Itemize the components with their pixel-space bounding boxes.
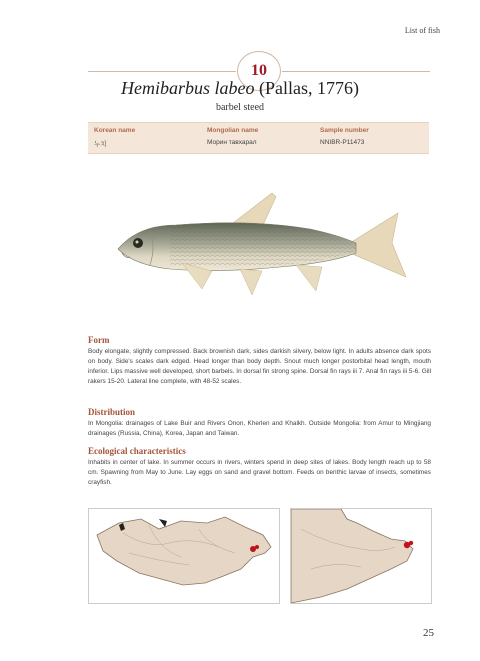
running-header: List of fish bbox=[404, 26, 440, 35]
tail-fin bbox=[350, 213, 406, 277]
anal-fin bbox=[296, 265, 322, 291]
page-number: 25 bbox=[423, 627, 434, 639]
common-name: barbel steed bbox=[215, 102, 265, 113]
occurrence-point bbox=[255, 545, 259, 549]
mongolian-name-label: Mongolian name bbox=[207, 127, 259, 134]
info-box bbox=[88, 122, 429, 154]
ecology-heading: Ecological characteristics bbox=[88, 446, 186, 456]
detail-land bbox=[291, 509, 413, 603]
title-rule-right bbox=[282, 71, 430, 72]
species-title bbox=[0, 78, 480, 99]
mongolian-name-column bbox=[207, 127, 258, 146]
fish-illustration bbox=[110, 185, 410, 300]
dorsal-fin bbox=[228, 193, 276, 227]
pelvic-fin bbox=[240, 269, 262, 295]
distribution-heading: Distribution bbox=[88, 407, 136, 417]
ecology-text: Inhabits in center of lake. In summer occurs in rivers, winters spend in deep sites of lakes. Body length reach up to 58 cm. Spawning from May to June. Lay eggs on sand and gravel bottom. Feeds on benthic larvae of insects, sometimes crayfish. bbox=[88, 459, 431, 486]
form-heading: Form bbox=[88, 335, 110, 345]
scientific-name: Hemibarbus labeo bbox=[121, 78, 255, 98]
sample-number-label: Sample number bbox=[320, 127, 369, 134]
title-rule-left bbox=[88, 71, 236, 72]
distribution-section bbox=[88, 407, 431, 439]
distribution-map-detail bbox=[290, 508, 432, 604]
korean-name-value: 누치 bbox=[94, 141, 107, 148]
korean-name-column bbox=[94, 127, 135, 148]
korean-name-label: Korean name bbox=[94, 127, 136, 134]
species-number: 10 bbox=[251, 62, 267, 79]
sample-number-value: NNIBR-P11473 bbox=[320, 139, 365, 146]
occurrence-point bbox=[409, 541, 413, 545]
sample-number-column bbox=[320, 127, 369, 146]
authority: (Pallas, 1776) bbox=[259, 78, 359, 98]
distribution-text: In Mongolia: drainages of Lake Buir and Rivers Onon, Kherlen and Khalkh. Outside Mongolia: from Amur to Mingjiang drainages (Russia, China), Korea, Japan and Taiwan. bbox=[88, 420, 431, 437]
distribution-map-mongolia bbox=[88, 508, 280, 604]
mongolian-name-value: Морин тавхарал bbox=[207, 139, 257, 146]
form-text: Body elongate, slightly compressed. Back brownish dark, sides darkish silvery, below light. In adults absence dark spots on body. Side's scales dark edged. Head longer than body depth. Snout much longer postorbital head length, mouth inferior. Lips massive well developed, short barbels. In dorsal fin strong spine. Dorsal fin rays iii 7. Anal fin rays iii 5-6. Gill rakers 15-20. Lateral line complete, with 48-52 scales. bbox=[88, 348, 431, 385]
form-section bbox=[88, 335, 431, 387]
ecology-section bbox=[88, 446, 431, 488]
